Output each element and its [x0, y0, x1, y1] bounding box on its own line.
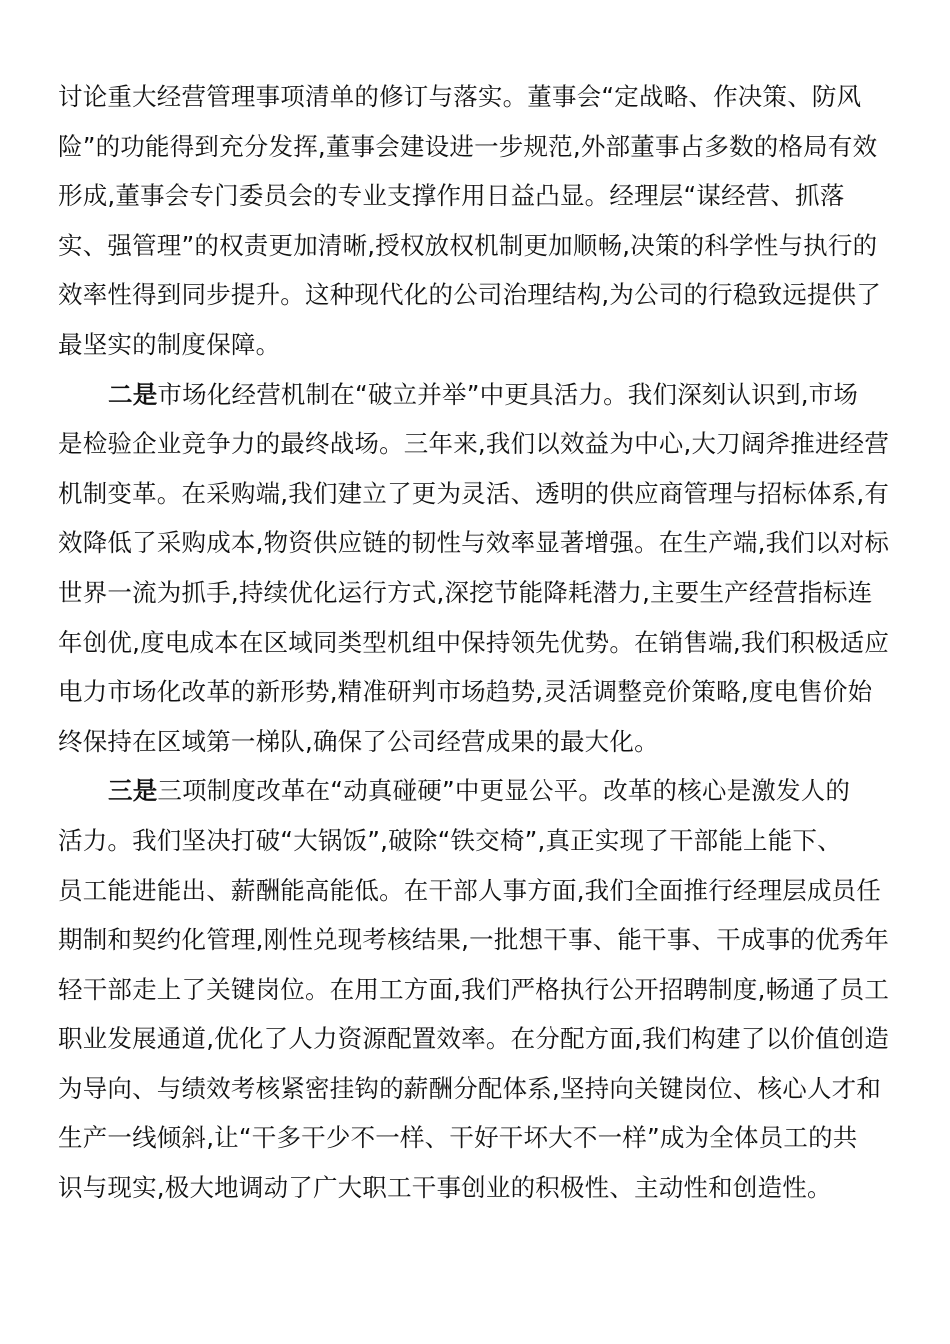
- paragraph-first-line: [58, 766, 898, 816]
- text-line: 期制和契约化管理,刚性兑现考核结果,一批想干事、能干事、干成事的优秀年: [58, 925, 890, 955]
- paragraph-first-line-text: 三项制度改革在“动真碰硬”中更显公平。改革的核心是激发人的: [157, 776, 851, 806]
- paragraph-three-systems-reform: [58, 766, 898, 1212]
- text-line: 为导向、与绩效考核紧密挂钩的薪酬分配体系,坚持向关键岗位、核心人才和: [58, 1073, 882, 1103]
- paragraph-first-line: [58, 370, 898, 420]
- text-line: 形成,董事会专门委员会的专业支撑作用日益凸显。经理层“谋经营、抓落: [58, 181, 845, 211]
- text-line: 效降低了采购成本,物资供应链的韧性与效率显著增强。在生产端,我们以对标: [58, 528, 890, 558]
- text-line: 实、强管理”的权责更加清晰,授权放权机制更加顺畅,决策的科学性与执行的: [58, 230, 878, 260]
- text-line: 活力。我们坚决打破“大锅饭”,破除“铁交椅”,真正实现了干部能上能下、: [58, 825, 842, 855]
- document-page: [58, 72, 898, 1213]
- text-line: 效率性得到同步提升。这种现代化的公司治理结构,为公司的行稳致远提供了: [58, 280, 882, 310]
- text-line: 员工能进能出、薪酬能高能低。在干部人事方面,我们全面推行经理层成员任: [58, 875, 882, 905]
- text-line: 讨论重大经营管理事项清单的修订与落实。董事会“定战略、作决策、防风: [58, 82, 862, 111]
- text-line: 职业发展通道,优化了人力资源配置效率。在分配方面,我们构建了以价值创造: [58, 1024, 890, 1054]
- text-line: 生产一线倾斜,让“干多干少不一样、干好干坏大不一样”成为全体员工的共: [58, 1123, 858, 1153]
- text-line: 险”的功能得到充分发挥,董事会建设进一步规范,外部董事占多数的格局有效: [58, 131, 878, 161]
- text-line: 电力市场化改革的新形势,精准研判市场趋势,灵活调整竞价策略,度电售价始: [58, 677, 873, 707]
- text-line: 机制变革。在采购端,我们建立了更为灵活、透明的供应商管理与招标体系,有: [58, 478, 890, 508]
- text-line: 年创优,度电成本在区域同类型机组中保持领先优势。在销售端,我们积极适应: [58, 627, 890, 657]
- paragraph-corporate-governance: [58, 72, 898, 370]
- paragraph-lead-bold: 二是: [108, 379, 158, 409]
- text-line: 是检验企业竞争力的最终战场。三年来,我们以效益为中心,大刀阔斧推进经营: [58, 429, 890, 459]
- text-line: 识与现实,极大地调动了广大职工干事创业的积极性、主动性和创造性。: [58, 1173, 832, 1203]
- text-line: 轻干部走上了关键岗位。在用工方面,我们严格执行公开招聘制度,畅通了员工: [58, 974, 890, 1004]
- text-line: 终保持在区域第一梯队,确保了公司经营成果的最大化。: [58, 726, 659, 756]
- paragraph-first-line-text: 市场化经营机制在“破立并举”中更具活力。我们深刻认识到,市场: [157, 379, 859, 409]
- text-line: 最坚实的制度保障。: [58, 329, 281, 359]
- paragraph-lead-bold: 三是: [108, 776, 158, 806]
- paragraph-market-mechanism: [58, 370, 898, 767]
- text-line: 世界一流为抓手,持续优化运行方式,深挖节能降耗潜力,主要生产经营指标连: [58, 577, 873, 607]
